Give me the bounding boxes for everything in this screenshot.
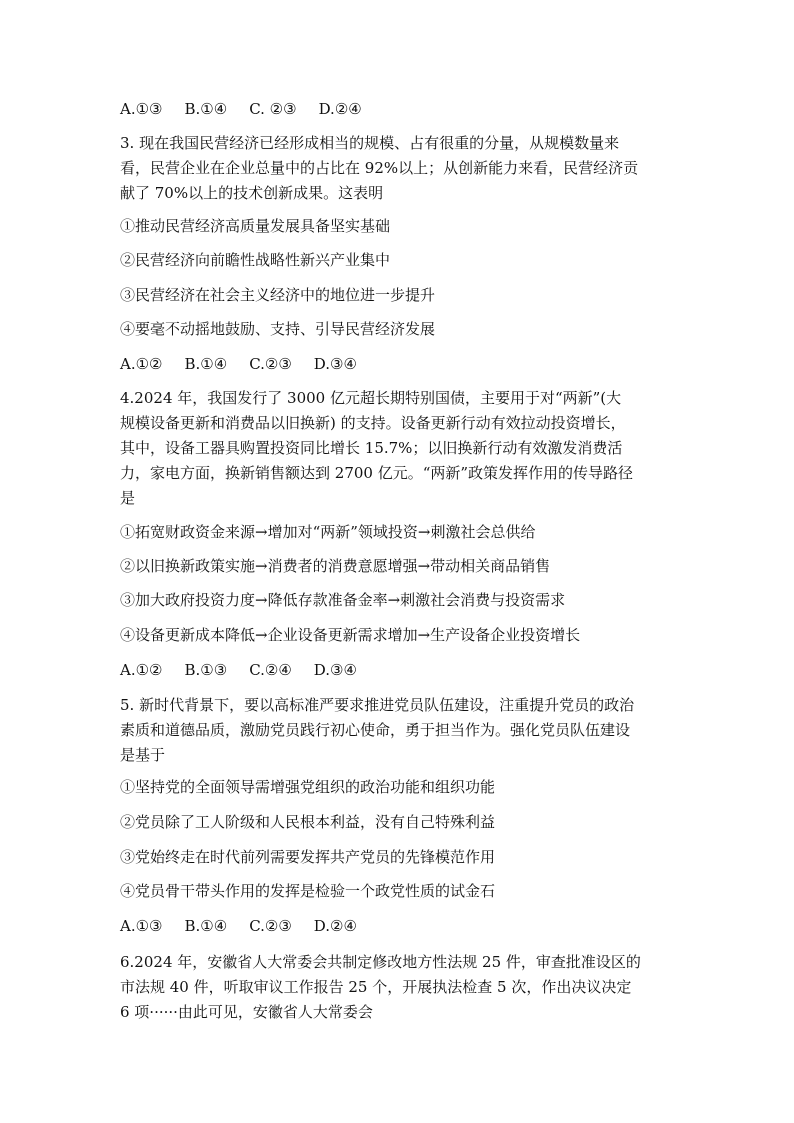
q3-choice-d: D.③④: [313, 355, 357, 373]
q5-item-4: ④党员骨干带头作用的发挥是检验一个政党性质的试金石: [120, 882, 496, 900]
q4-item-2: ②以旧换新政策实施→消费者的消费意愿增强→带动相关商品销售: [120, 557, 551, 575]
q4-stem: [120, 386, 676, 511]
q2-choice-a: A.①③: [120, 100, 163, 118]
q5-stem-line: 是基于: [120, 746, 166, 764]
q5-item-3: ③党始终走在时代前列需要发挥共产党员的先锋模范作用: [120, 848, 496, 866]
q4-item-3: ③加大政府投资力度→降低存款准备金率→刺激社会消费与投资需求: [120, 591, 566, 609]
q5-stem: [120, 693, 676, 768]
q3-stem-line: 献了 70%以上的技术创新成果。这表明: [120, 184, 384, 202]
q3-item-3: ③民营经济在社会主义经济中的地位进一步提升: [120, 286, 436, 304]
q5-choice-b: B.①④: [184, 917, 228, 935]
q5-choice-c: C.②③: [249, 917, 292, 935]
q3-choices: [120, 354, 379, 374]
q4-stem-line: 是: [120, 489, 136, 507]
q3-choice-a: A.①②: [120, 355, 163, 373]
q2-choice-b: B.①④: [184, 100, 228, 118]
q2-choices: [120, 99, 384, 119]
q6-stem-line: 市法规 40 件，听取审议工作报告 25 个，开展执法检查 5 次，作出决议决定: [120, 978, 632, 996]
q3-choice-b: B.①④: [184, 355, 228, 373]
q4-choices: [120, 660, 379, 680]
q5-choice-d: D.②④: [313, 917, 357, 935]
q5-item-1: ①坚持党的全面领导需增强党组织的政治功能和组织功能: [120, 778, 496, 796]
q5-stem-line: 素质和道德品质，激励党员践行初心使命，勇于担当作为。强化党员队伍建设: [120, 721, 631, 739]
q5-choice-a: A.①③: [120, 917, 163, 935]
q2-choice-c: C. ②③: [249, 100, 297, 118]
q6-stem-line: 6 项······由此可见，安徽省人大常委会: [120, 1003, 373, 1021]
q6-stem: [120, 950, 676, 1025]
q2-choice-d: D.②④: [318, 100, 362, 118]
q4-stem-line: 力，家电方面，换新销售额达到 2700 亿元。“两新”政策发挥作用的传导路径: [120, 464, 634, 482]
q3-stem-line: 3. 现在我国民营经济已经形成相当的规模、占有很重的分量，从规模数量来: [120, 134, 620, 152]
q6-stem-line: 6.2024 年，安徽省人大常委会共制定修改地方性法规 25 件，审查批准设区的: [120, 953, 641, 971]
q4-item-4: ④设备更新成本降低→企业设备更新需求增加→生产设备企业投资增长: [120, 626, 581, 644]
q3-item-1: ①推动民营经济高质量发展具备坚实基础: [120, 217, 391, 235]
q4-stem-line: 规模设备更新和消费品以旧换新) 的支持。设备更新行动有效拉动投资增长，: [120, 414, 626, 432]
q4-choice-d: D.③④: [313, 661, 357, 679]
q4-item-1: ①拓宽财政资金来源→增加对“两新”领域投资→刺激社会总供给: [120, 523, 536, 541]
q5-stem-line: 5. 新时代背景下，要以高标准严要求推进党员队伍建设，注重提升党员的政治: [120, 696, 635, 714]
q3-choice-c: C.②③: [249, 355, 292, 373]
q3-stem: [120, 131, 676, 206]
q4-choice-b: B.①③: [184, 661, 228, 679]
q3-item-2: ②民营经济向前瞻性战略性新兴产业集中: [120, 251, 391, 269]
q4-choice-c: C.②④: [249, 661, 292, 679]
q4-choice-a: A.①②: [120, 661, 163, 679]
q3-stem-line: 看，民营企业在企业总量中的占比在 92%以上；从创新能力来看，民营经济贡: [120, 159, 639, 177]
q3-item-4: ④要毫不动摇地鼓励、支持、引导民营经济发展: [120, 320, 436, 338]
q4-stem-line: 其中，设备工器具购置投资同比增长 15.7%；以旧换新行动有效激发消费活: [120, 439, 623, 457]
q5-item-2: ②党员除了工人阶级和人民根本利益，没有自己特殊利益: [120, 813, 496, 831]
q4-stem-line: 4.2024 年，我国发行了 3000 亿元超长期特别国债，主要用于对“两新”(大: [120, 389, 622, 407]
q5-choices: [120, 916, 379, 936]
